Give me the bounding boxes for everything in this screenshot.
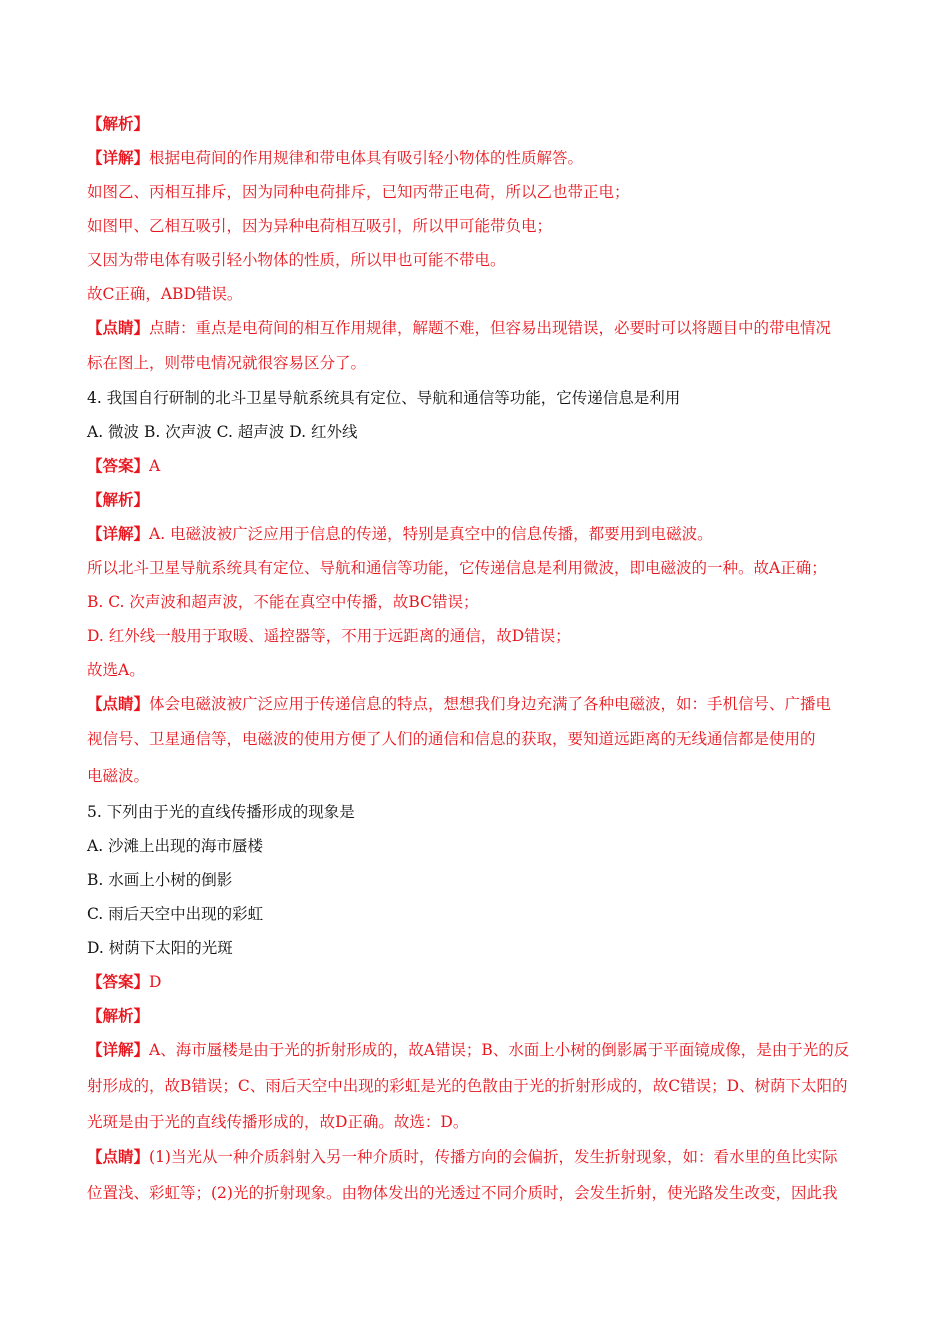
- line-text: D: [149, 973, 162, 991]
- text-line: [87, 693, 877, 715]
- section-tag: 【点睛】: [87, 1147, 150, 1166]
- line-text: B. C. 次声波和超声波，不能在真空中传播，故BC错误；: [87, 593, 479, 611]
- text-line: [87, 1182, 877, 1204]
- line-text: 如图乙、丙相互排斥，因为同种电荷排斥，已知丙带正电荷，所以乙也带正电；: [87, 183, 630, 201]
- text-line: [87, 249, 877, 271]
- text-line: [87, 591, 877, 613]
- line-text: 故C正确，ABD错误。: [87, 285, 243, 303]
- text-line: [87, 523, 877, 545]
- line-text: (1)当光从一种介质斜射入另一种介质时，传播方向的会偏折，发生折射现象，如：看水里的鱼比实际: [149, 1148, 838, 1166]
- section-tag: 【解析】: [87, 490, 150, 509]
- text-line: [87, 765, 877, 787]
- line-text: A: [149, 457, 161, 475]
- line-text: 电磁波。: [87, 767, 150, 785]
- text-line: [87, 903, 877, 925]
- line-text: 5. 下列由于光的直线传播形成的现象是: [87, 803, 355, 821]
- section-tag: 【详解】: [87, 524, 150, 543]
- line-text: A、海市蜃楼是由于光的折射形成的，故A错误；B、水面上小树的倒影属于平面镜成像，是由于光的反: [149, 1041, 850, 1059]
- line-text: 又因为带电体有吸引轻小物体的性质，所以甲也可能不带电。: [87, 251, 506, 269]
- line-text: B. 水画上小树的倒影: [87, 871, 233, 889]
- line-text: 如图甲、乙相互吸引，因为异种电荷相互吸引，所以甲可能带负电；: [87, 217, 553, 235]
- text-line: [87, 181, 877, 203]
- section-tag: 【答案】: [87, 456, 150, 475]
- line-text: A. 电磁波被广泛应用于信息的传递，特别是真空中的信息传播，都要用到电磁波。: [149, 525, 713, 543]
- text-line: [87, 215, 877, 237]
- text-line: [87, 387, 877, 409]
- text-line: [87, 937, 877, 959]
- text-line: [87, 489, 877, 511]
- line-text: D. 树荫下太阳的光斑: [87, 939, 233, 957]
- section-tag: 【解析】: [87, 1006, 150, 1025]
- text-line: [87, 147, 877, 169]
- line-text: 位置浅、彩虹等；(2)光的折射现象。由物体发出的光透过不同介质时，会发生折射，使光路发生改变，因此我: [87, 1184, 838, 1202]
- section-tag: 【详解】: [87, 1040, 150, 1059]
- text-line: [87, 1075, 877, 1097]
- line-text: D. 红外线一般用于取暖、遥控器等，不用于远距离的通信，故D错误；: [87, 627, 571, 645]
- text-line: [87, 557, 877, 579]
- text-line: [87, 352, 877, 374]
- line-text: 体会电磁波被广泛应用于传递信息的特点，想想我们身边充满了各种电磁波，如：手机信号、广播电: [149, 695, 832, 713]
- text-line: [87, 317, 877, 339]
- line-text: 所以北斗卫星导航系统具有定位、导航和通信等功能，它传递信息是利用微波，即电磁波的一种。故A正确；: [87, 559, 827, 577]
- line-text: C. 雨后天空中出现的彩虹: [87, 905, 264, 923]
- line-text: 根据电荷间的作用规律和带电体具有吸引轻小物体的性质解答。: [149, 149, 584, 167]
- line-text: A. 微波 B. 次声波 C. 超声波 D. 红外线: [87, 423, 358, 441]
- line-text: 故选A。: [87, 661, 145, 679]
- section-tag: 【点睛】: [87, 318, 150, 337]
- line-text: 4. 我国自行研制的北斗卫星导航系统具有定位、导航和通信等功能，它传递信息是利用: [87, 389, 681, 407]
- line-text: 标在图上，则带电情况就很容易区分了。: [87, 354, 367, 372]
- line-text: 光斑是由于光的直线传播形成的，故D正确。故选：D。: [87, 1113, 469, 1131]
- section-tag: 【点睛】: [87, 694, 150, 713]
- line-text: 视信号、卫星通信等，电磁波的使用方便了人们的通信和信息的获取，要知道远距离的无线通信都是使用的: [87, 730, 816, 748]
- line-text: 点睛：重点是电荷间的相互作用规律，解题不难，但容易出现错误，必要时可以将题目中的带电情况: [149, 319, 832, 337]
- text-line: [87, 1039, 877, 1061]
- line-text: 射形成的，故B错误；C、雨后天空中出现的彩虹是光的色散由于光的折射形成的，故C错误；D、树荫下太阳的: [87, 1077, 848, 1095]
- text-line: [87, 801, 877, 823]
- text-line: [87, 283, 877, 305]
- text-line: [87, 421, 877, 443]
- text-line: [87, 625, 877, 647]
- text-line: [87, 869, 877, 891]
- text-line: [87, 455, 877, 477]
- section-tag: 【解析】: [87, 114, 150, 133]
- text-line: [87, 835, 877, 857]
- text-line: [87, 659, 877, 681]
- text-line: [87, 1005, 877, 1027]
- line-text: A. 沙滩上出现的海市蜃楼: [87, 837, 264, 855]
- text-line: [87, 1111, 877, 1133]
- section-tag: 【详解】: [87, 148, 150, 167]
- section-tag: 【答案】: [87, 972, 150, 991]
- text-line: [87, 971, 877, 993]
- text-line: [87, 1146, 877, 1168]
- text-line: [87, 728, 877, 750]
- text-line: [87, 113, 877, 135]
